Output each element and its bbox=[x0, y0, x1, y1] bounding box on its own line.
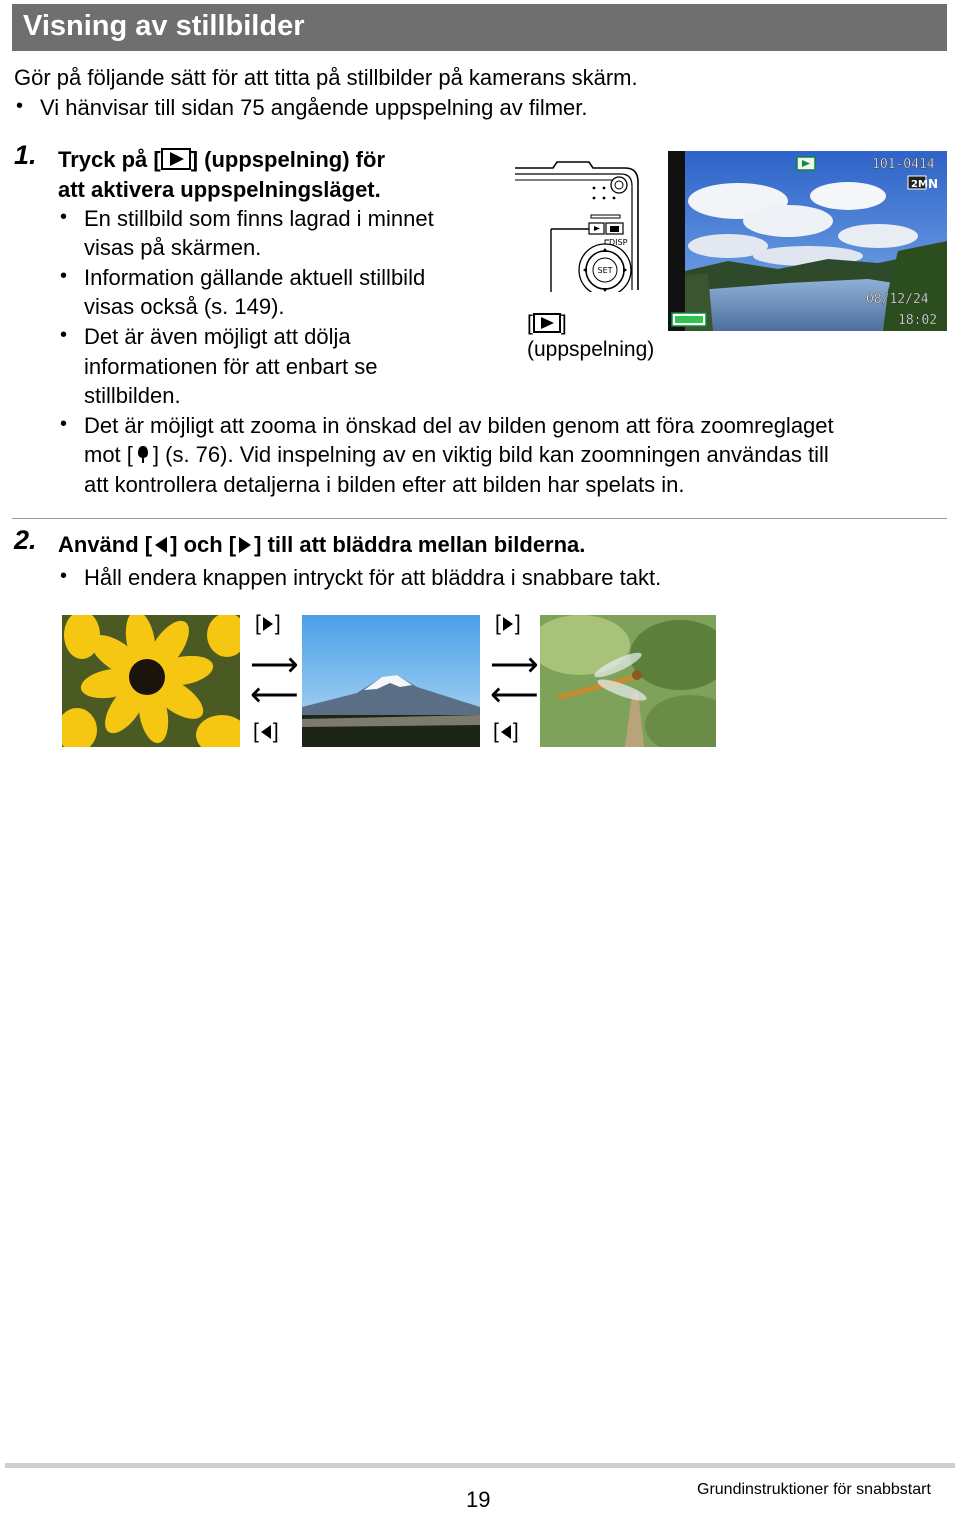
step-number-2: 2. bbox=[14, 525, 37, 555]
playback-screen-image bbox=[668, 151, 947, 336]
step1-bullet3-line1: Det är även möjligt att dölja bbox=[84, 324, 351, 349]
shot-date: 08/12/24 bbox=[866, 292, 929, 307]
left-key-icon bbox=[259, 723, 273, 747]
right-key-icon bbox=[236, 533, 254, 563]
step1-bullet1-line1: En stillbild som finns lagrad i minnet bbox=[84, 206, 434, 231]
left-key-icon bbox=[152, 533, 170, 563]
step2-bullet: Håll endera knappen intryckt för att bläddra i snabbare takt. bbox=[84, 565, 662, 590]
dragonfly-photo bbox=[540, 615, 716, 752]
section-divider bbox=[12, 518, 947, 519]
bullet-dot: • bbox=[60, 265, 68, 287]
bullet-dot: • bbox=[60, 206, 68, 228]
right-arrow-1: ⟶ bbox=[250, 646, 299, 684]
left-arrow-2: ⟵ bbox=[490, 676, 539, 714]
zoom-bullet-line3: att kontrollera detaljerna i bilden efter att bilden har spelats in. bbox=[84, 472, 685, 497]
play-key-icon bbox=[161, 148, 191, 178]
zoom-lever-icon bbox=[133, 443, 153, 473]
footer-title: Grundinstruktioner för snabbstart bbox=[697, 1481, 931, 1498]
right-key-label-2: [ ] bbox=[495, 612, 521, 639]
flower-photo bbox=[62, 615, 240, 752]
intro-text: Gör på följande sätt för att titta på stillbilder på kamerans skärm. bbox=[14, 65, 638, 90]
zoom-bullet-line1: Det är möjligt att zooma in önskad del av bilden genom att föra zoomreglaget bbox=[84, 413, 834, 438]
zoom-bullet-line2: mot [ ] (s. 76). Vid inspelning av en viktig bild kan zoomningen användas till bbox=[84, 440, 829, 473]
bullet-dot: • bbox=[60, 565, 68, 587]
step2-title: Använd [ ] och [ ] till att bläddra mellan bilderna. bbox=[58, 530, 585, 563]
bullet-dot: • bbox=[60, 413, 68, 435]
image-quality: N bbox=[928, 177, 939, 191]
right-key-icon bbox=[261, 615, 275, 639]
step1-bullet3-line2: informationen för att enbart se bbox=[84, 354, 378, 379]
footer-rule bbox=[5, 1463, 955, 1468]
shot-time: 18:02 bbox=[898, 313, 938, 328]
camera-back-illustration bbox=[513, 160, 643, 297]
left-key-icon bbox=[499, 723, 513, 747]
file-number: 101-0414 bbox=[872, 157, 935, 172]
step1-bullet3-line3: stillbilden. bbox=[84, 383, 181, 408]
intro-bullet: Vi hänvisar till sidan 75 angående uppspelning av filmer. bbox=[40, 95, 588, 120]
set-label: SET bbox=[597, 266, 613, 275]
page-title: Visning av stillbilder bbox=[23, 10, 305, 42]
left-key-label-1: [ ] bbox=[253, 720, 279, 747]
left-key-label-2: [ ] bbox=[493, 720, 519, 747]
step1-title-line1: Tryck på [ ] (uppspelning) för bbox=[58, 145, 385, 178]
right-key-label-1: [ ] bbox=[255, 612, 281, 639]
right-arrow-2: ⟶ bbox=[490, 646, 539, 684]
page-number: 19 bbox=[466, 1487, 491, 1512]
play-key-icon bbox=[533, 313, 561, 339]
left-arrow-1: ⟵ bbox=[250, 676, 299, 714]
step-number-1: 1. bbox=[14, 140, 37, 170]
step1-title-line2: att aktivera uppspelningsläget. bbox=[58, 177, 381, 202]
mountain-photo bbox=[302, 615, 480, 752]
disp-label: DISP bbox=[609, 238, 628, 247]
step1-bullet2-line2: visas också (s. 149). bbox=[84, 294, 285, 319]
step1-bullet2-line1: Information gällande aktuell stillbild bbox=[84, 265, 426, 290]
play-key-label: [ ] bbox=[527, 312, 567, 339]
bullet-dot: • bbox=[60, 324, 68, 346]
right-key-icon bbox=[501, 615, 515, 639]
bullet-dot: • bbox=[16, 95, 24, 117]
play-key-caption: (uppspelning) bbox=[527, 338, 655, 361]
section-title-bar bbox=[12, 4, 947, 51]
step1-bullet1-line2: visas på skärmen. bbox=[84, 235, 262, 260]
image-size: 2M bbox=[911, 179, 928, 190]
